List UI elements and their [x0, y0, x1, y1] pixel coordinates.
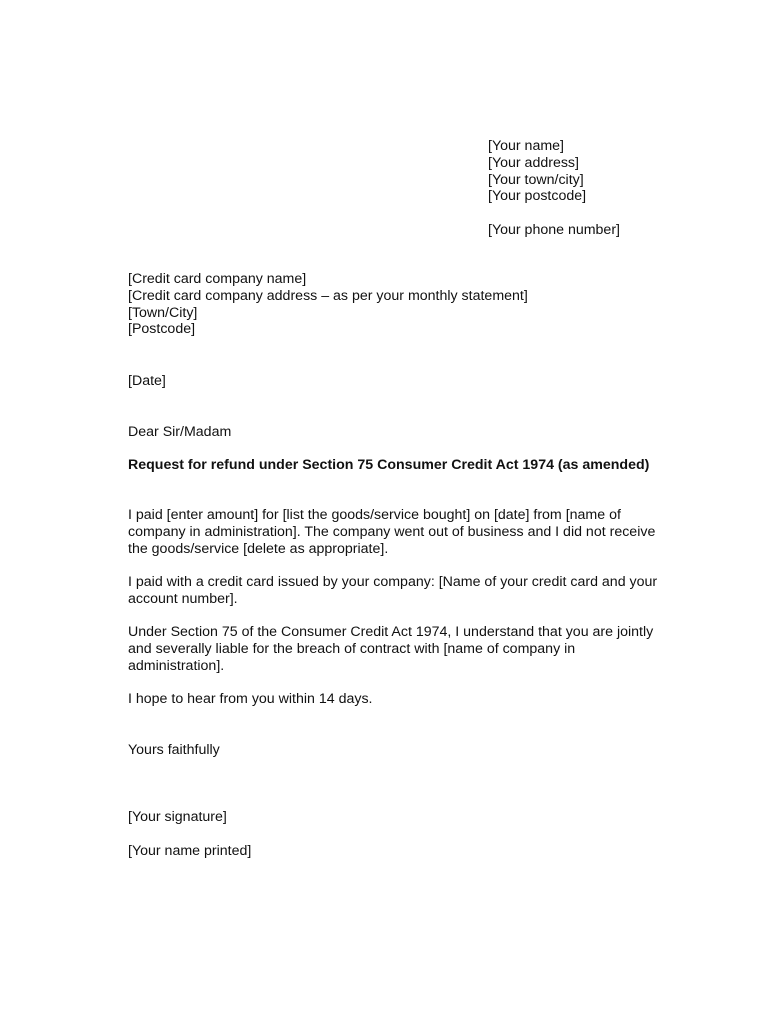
recipient-address-block [128, 271, 528, 338]
sender-town: [Your town/city] [488, 171, 584, 188]
sender-address-block [488, 138, 586, 205]
name-printed: [Your name printed] [128, 843, 252, 859]
recipient-postcode: [Postcode] [128, 321, 196, 338]
signature-placeholder: [Your signature] [128, 809, 227, 825]
body-paragraph-card: I paid with a credit card issued by your company: [Name of your credit card and your account number]. [128, 574, 658, 607]
sender-phone: [Your phone number] [488, 222, 620, 238]
sender-name: [Your name] [488, 138, 564, 154]
sender-postcode: [Your postcode] [488, 188, 587, 205]
letter-date: [Date] [128, 373, 166, 389]
subject-line: Request for refund under Section 75 Consumer Credit Act 1974 (as amended) [128, 457, 650, 473]
closing: Yours faithfully [128, 742, 220, 758]
sender-address: [Your address] [488, 154, 579, 171]
salutation: Dear Sir/Madam [128, 424, 232, 440]
recipient-company: [Credit card company name] [128, 271, 307, 287]
body-paragraph-deadline: I hope to hear from you within 14 days. [128, 691, 373, 707]
sender-phone-block [488, 222, 620, 239]
recipient-address: [Credit card company address – as per your monthly statement] [128, 287, 528, 304]
body-paragraph-payment: I paid [enter amount] for [list the goods/service bought] on [date] from [name of company in administration]. The company went out of business and I did not receive the goods/service [delete as appropriate]. [128, 507, 656, 557]
body-paragraph-section75: Under Section 75 of the Consumer Credit Act 1974, I understand that you are jointly and severally liable for the breach of contract with [name of company in administration]. [128, 624, 654, 674]
recipient-town: [Town/City] [128, 304, 198, 321]
